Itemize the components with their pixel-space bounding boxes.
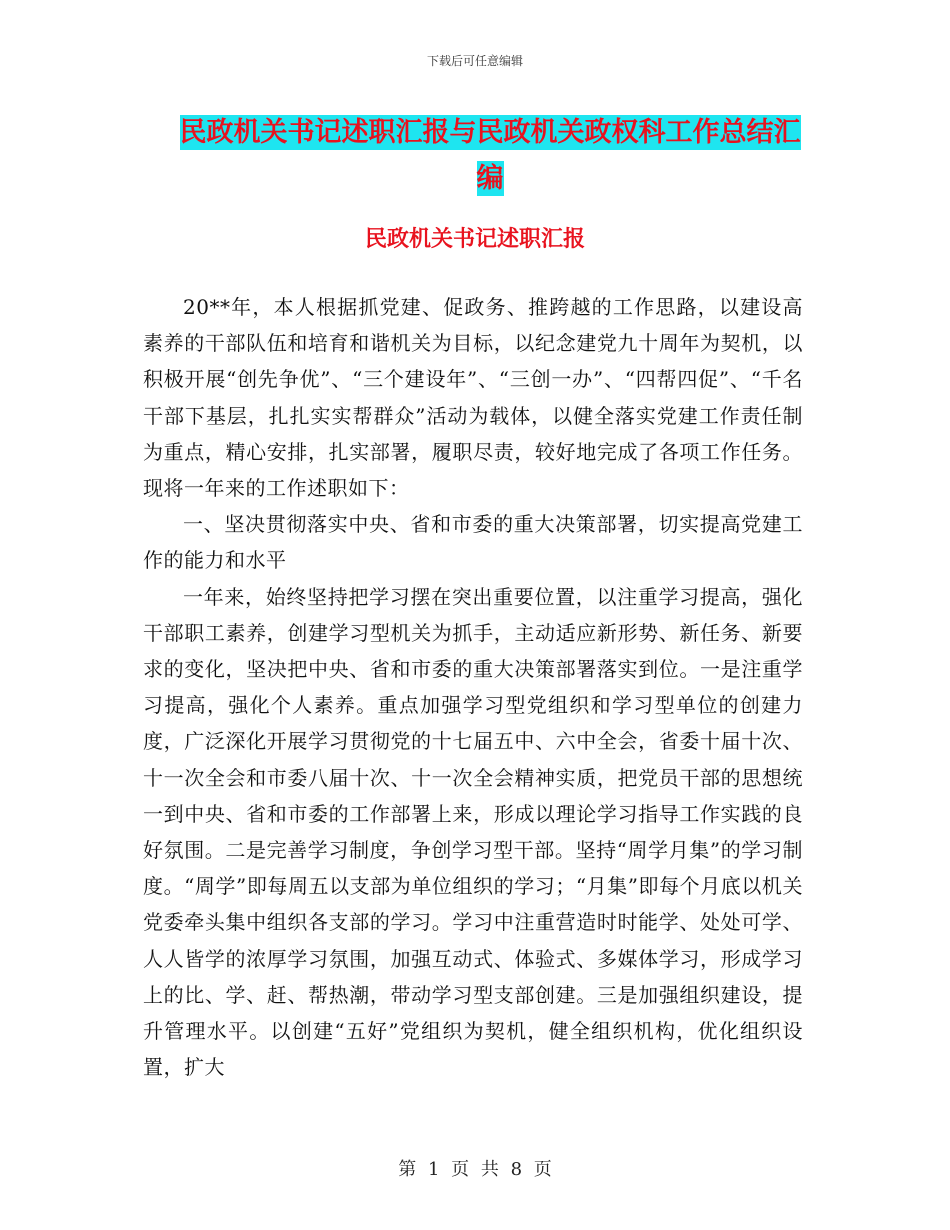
document-body (143, 289, 803, 1085)
document-title-line1: 民政机关书记述职汇报与民政机关政权科工作总结汇 (179, 117, 801, 148)
document-title-line2: 编 (476, 163, 504, 194)
paragraph-heading-one: 一、坚决贯彻落实中央、省和市委的重大决策部署，切实提高党建工作的能力和水平 (143, 512, 803, 573)
paragraph-intro: 20**年，本人根据抓党建、促政务、推跨越的工作思路，以建设高素养的干部队伍和培育和谐机关为目标，以纪念建党九十周年为契机，以积极开展“创先争优”、“三个建设年”、“三创一办”、“四帮四促”、“千名干部下基层，扎扎实实帮群众”活动为载体，以健全落实党建工作责任制为重点，精心安排，扎实部署，履职尽责，较好地完成了各项工作任务。现将一年来的工作述职如下： (143, 295, 803, 501)
document-title (160, 110, 820, 202)
header-note: 下载后可任意编辑 (426, 54, 523, 68)
paragraph-main: 一年来，始终坚持把学习摆在突出重要位置，以注重学习提高，强化干部职工素养，创建学习型机关为抓手，主动适应新形势、新任务、新要求的变化，坚决把中央、省和市委的重大决策部署落实到位。一是注重学习提高，强化个人素养。重点加强学习型党组织和学习型单位的创建力度，广泛深化开展学习贯彻党的十七届五中、六中全会，省委十届十次、十一次全会和市委八届十次、十一次全会精神实质，把党员干部的思想统一到中央、省和市委的工作部署上来，形成以理论学习指导工作实践的良好氛围。二是完善学习制度，争创学习型干部。坚持“周学月集”的学习制度。“周学”即每周五以支部为单位组织的学习；“月集”即每个月底以机关党委牵头集中组织各支部的学习。学习中注重营造时时能学、处处可学、人人皆学的浓厚学习氛围，加强互动式、体验式、多媒体学习，形成学习上的比、学、赶、帮热潮，带动学习型支部创建。三是加强组织建设，提升管理水平。以创建“五好”党组织为契机，健全组织机构，优化组织设置，扩大 (143, 584, 803, 1080)
page-number: 第 1 页 共 8 页 (398, 1159, 552, 1180)
section-title: 民政机关书记述职汇报 (364, 227, 585, 252)
